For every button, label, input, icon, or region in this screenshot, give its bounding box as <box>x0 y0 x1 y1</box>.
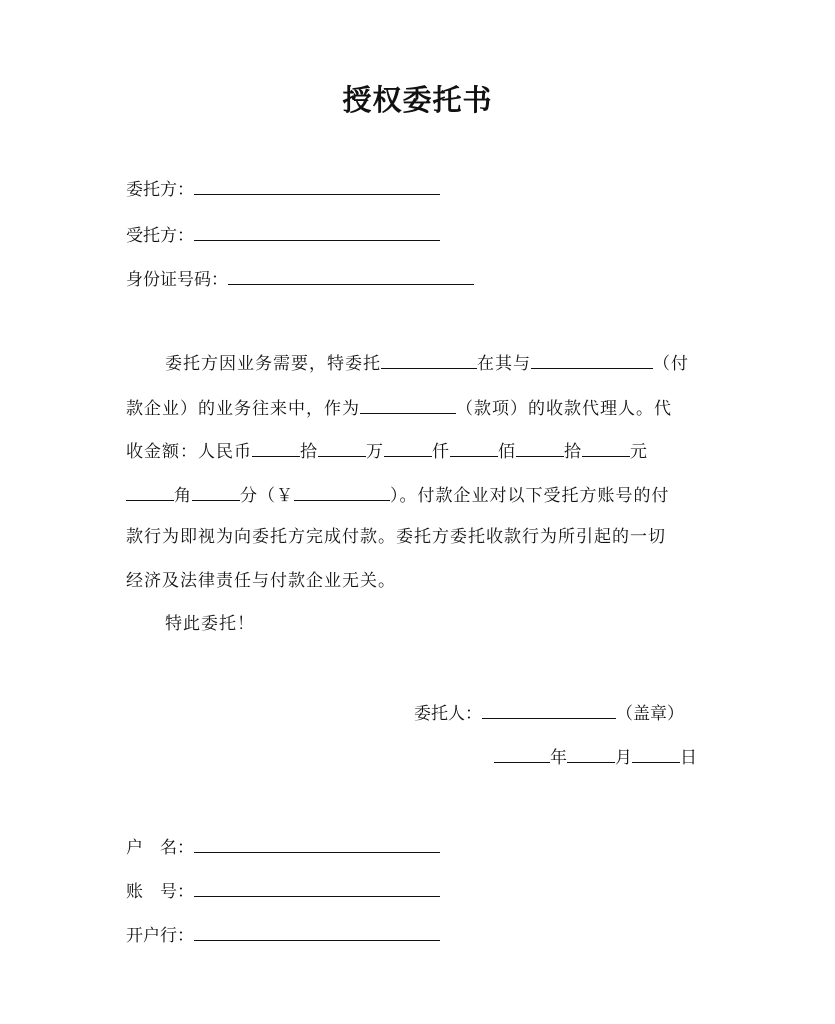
body-line-1 <box>165 350 689 376</box>
body-line-3 <box>126 438 648 464</box>
body-text: 款企业）的业务往来中，作为 <box>126 399 360 419</box>
closing-text: 特此委托！ <box>165 614 255 634</box>
company-blank[interactable] <box>531 350 653 369</box>
id-number-blank[interactable] <box>228 264 474 285</box>
amount-figure-blank[interactable] <box>294 482 390 501</box>
amount-qian-blank[interactable] <box>384 438 432 457</box>
agent-blank[interactable] <box>194 220 440 241</box>
id-number-label: 身份证号码： <box>126 270 228 290</box>
signer-field <box>414 700 684 726</box>
agent-field <box>126 220 440 248</box>
bank-blank[interactable] <box>194 920 440 941</box>
signer-blank[interactable] <box>482 700 616 719</box>
body-line-5 <box>126 525 666 549</box>
account-number-blank[interactable] <box>194 876 440 897</box>
month-blank[interactable] <box>567 744 615 763</box>
body-text: 在其与 <box>477 354 531 374</box>
account-name-label: 户 名： <box>126 838 194 858</box>
amount-jiao-blank[interactable] <box>126 482 174 501</box>
month-label: 月 <box>615 748 632 768</box>
amount-shiwan-blank[interactable] <box>252 438 300 457</box>
account-name-field <box>126 832 440 860</box>
body-text: 款行为即视为向委托方完成付款。委托方委托收款行为所引起的一切 <box>126 527 666 547</box>
amount-shi-blank[interactable] <box>516 438 564 457</box>
amount-yuan-blank[interactable] <box>582 438 630 457</box>
bank-label: 开户行： <box>126 926 194 946</box>
year-blank[interactable] <box>494 744 550 763</box>
seal-label: （盖章） <box>616 704 684 724</box>
unit-text: 仟 <box>432 442 450 462</box>
account-number-field <box>126 876 440 904</box>
body-text: （款项）的收款代理人。代 <box>456 399 672 419</box>
agent-name-blank[interactable] <box>381 350 477 369</box>
body-text: （付 <box>653 354 689 374</box>
body-line-6 <box>126 569 396 593</box>
principal-blank[interactable] <box>194 174 440 195</box>
amount-wan-blank[interactable] <box>318 438 366 457</box>
day-blank[interactable] <box>632 744 680 763</box>
body-text: 收金额：人民币 <box>126 442 252 462</box>
document-title: 授权委托书 <box>342 83 493 117</box>
date-field <box>494 744 697 770</box>
unit-text: 元 <box>630 442 648 462</box>
unit-text: 佰 <box>498 442 516 462</box>
amount-fen-blank[interactable] <box>192 482 240 501</box>
id-number-field <box>126 264 474 292</box>
body-text: ）。付款企业对以下受托方账号的付 <box>390 486 670 506</box>
unit-text: 拾 <box>300 442 318 462</box>
body-line-4 <box>126 482 670 508</box>
signer-label: 委托人： <box>414 704 482 724</box>
unit-text: 角 <box>174 486 192 506</box>
body-line-2 <box>126 395 672 421</box>
amount-bai-blank[interactable] <box>450 438 498 457</box>
unit-text: 万 <box>366 442 384 462</box>
agent-label: 受托方： <box>126 226 194 246</box>
bank-field <box>126 920 440 948</box>
unit-text: 拾 <box>564 442 582 462</box>
year-label: 年 <box>550 748 567 768</box>
payment-item-blank[interactable] <box>360 395 456 414</box>
day-label: 日 <box>680 748 697 768</box>
account-name-blank[interactable] <box>194 832 440 853</box>
unit-text: 分（￥ <box>240 486 294 506</box>
principal-field <box>126 174 440 202</box>
account-number-label: 账 号： <box>126 882 194 902</box>
body-text: 经济及法律责任与付款企业无关。 <box>126 571 396 591</box>
body-text: 委托方因业务需要，特委托 <box>165 354 381 374</box>
closing-line <box>165 612 255 636</box>
principal-label: 委托方： <box>126 180 194 200</box>
